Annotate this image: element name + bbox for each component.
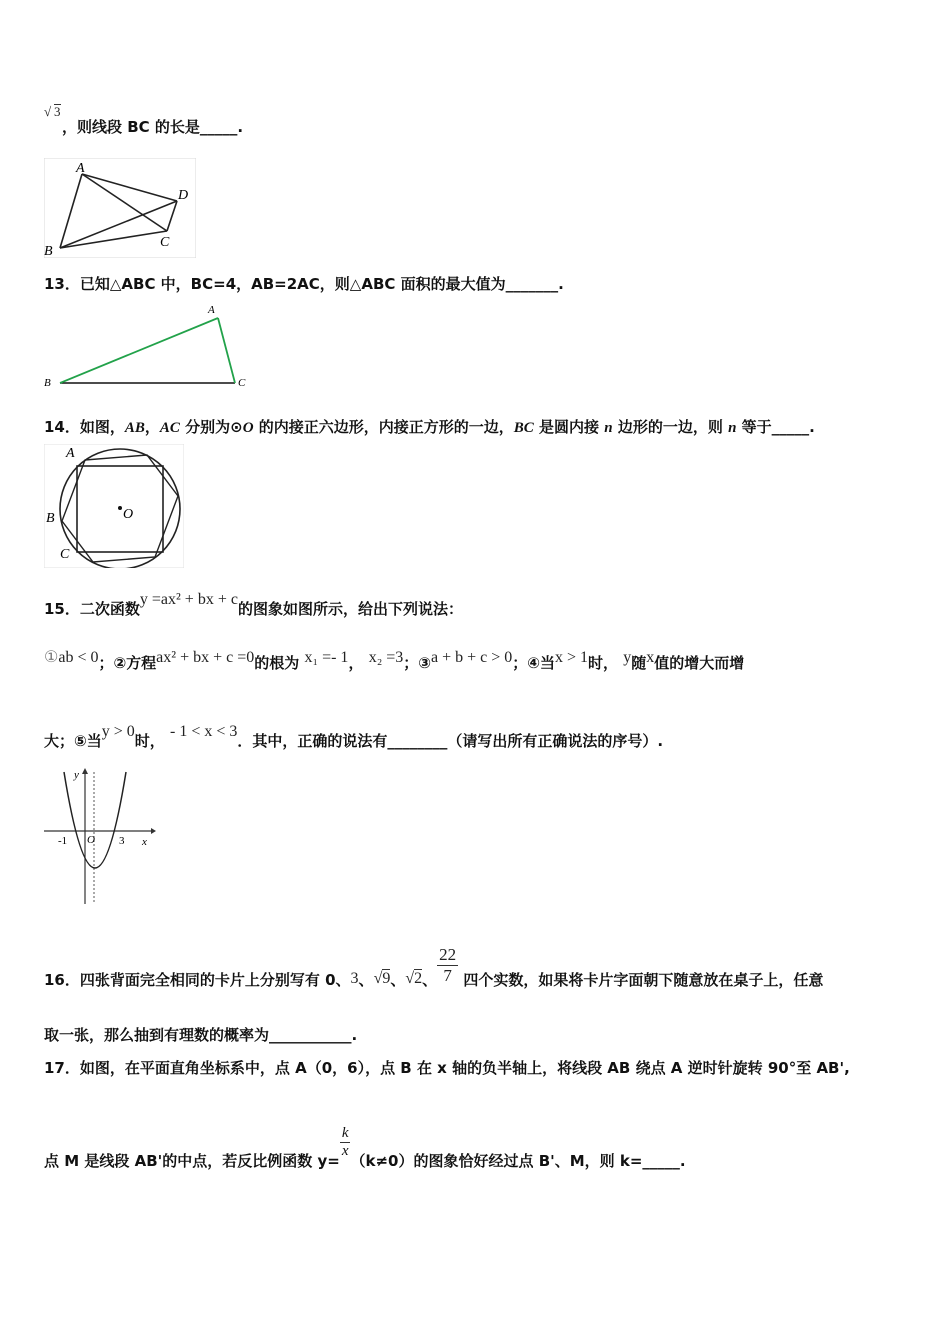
q14-t4: 边形的一边，则 — [612, 418, 729, 436]
statement-5-range: - 1 < x < 3 — [169, 723, 238, 740]
q16-sep-b: 、 — [390, 971, 406, 989]
q16-sep-a: 、 — [358, 971, 374, 989]
segment-dc — [167, 201, 177, 231]
value-sqrt2: √2 — [405, 970, 423, 987]
q15-line1 — [44, 588, 463, 618]
q15-parabola-figure — [44, 768, 156, 906]
root-x2: x₂ =3 — [368, 649, 404, 666]
q15-line2 — [44, 646, 745, 672]
label-3: 3 — [119, 835, 125, 847]
q14-text — [44, 416, 815, 437]
parabola-curve — [64, 772, 126, 868]
statement-2-equation: ax² + bx + c =0 — [156, 649, 255, 666]
statement-1-mark: ① — [44, 649, 59, 666]
q15-line3 — [44, 720, 664, 750]
sqrt-symbol: √ — [44, 104, 52, 119]
q14-bc: BC — [513, 420, 534, 436]
q15-t4a: 时， — [588, 654, 619, 672]
q14-o: O — [242, 420, 254, 436]
statement-4-x: x — [646, 649, 655, 666]
q14-figure — [44, 444, 184, 568]
label-x: x — [142, 836, 147, 848]
label-o: O — [123, 507, 134, 522]
q14-t2: 的内接正六边形，内接正方形的一边， — [253, 418, 514, 436]
q17-line2 — [44, 1118, 686, 1170]
label-y: y — [74, 769, 79, 781]
q16-line1 — [44, 932, 824, 989]
statement-3: a + b + c > 0 — [431, 649, 513, 666]
q13-text: 13．已知△ABC 中，BC=4，AB=2AC，则△ABC 面积的最大值为_______. — [44, 275, 564, 293]
q14-comma: ， — [144, 418, 160, 436]
q12-figure — [44, 158, 196, 258]
label-b: B — [44, 244, 53, 258]
statement-5-condition: y > 0 — [101, 723, 135, 740]
q17-line2-pre: 点 M 是线段 AB'的中点，若反比例函数 y= — [44, 1152, 340, 1170]
label-c: C — [60, 547, 70, 562]
label-b: B — [46, 511, 55, 526]
q14-ab: AB — [124, 420, 145, 436]
q15-line3-pre: 大；⑤当 — [44, 732, 102, 750]
q15-t4c: 值的增大而增 — [654, 654, 745, 672]
statement-1: ab < 0 — [58, 649, 99, 666]
label-b: B — [44, 377, 51, 389]
y-axis-arrow — [82, 768, 88, 774]
q17-line2-post: （k≠0）的图象恰好经过点 B'、M，则 k=_____. — [350, 1152, 686, 1170]
sqrt-argument: 3 — [54, 104, 61, 119]
label-c: C — [160, 235, 170, 250]
segment-ab — [60, 174, 82, 248]
q14-n1: n — [604, 420, 613, 436]
q15-function: y =ax² + bx + c — [139, 591, 238, 608]
q15-roots-pre: 的根为 — [254, 654, 300, 672]
q15-t5a: 时， — [134, 732, 165, 750]
root-x1: x₁ =- 1 — [304, 649, 349, 666]
q15-pre: 15．二次函数 — [44, 600, 140, 618]
q15-sep1: ；②方程 — [98, 654, 157, 672]
label-d: D — [178, 188, 189, 203]
segment-ad — [82, 174, 177, 201]
q16-sep-c: 、 — [422, 971, 438, 989]
q14-n2: n — [728, 420, 737, 436]
label-neg1: -1 — [58, 835, 68, 847]
fraction-k-over-x: $\frac{k}{x}$ — [341, 1125, 349, 1159]
label-a: A — [76, 161, 85, 176]
q15-root-sep: ， — [348, 654, 364, 672]
label-c: C — [238, 377, 246, 389]
q14-number: 14．如图， — [44, 418, 125, 436]
q13-figure — [40, 300, 255, 392]
q14-ac: AC — [159, 420, 180, 436]
q15-post: 的图象如图所示，给出下列说法： — [237, 600, 463, 618]
q15-t4b: 随 — [631, 654, 647, 672]
q16-post: 四个实数，如果将卡片字面朝下随意放在桌子上，任意 — [463, 971, 824, 989]
q17-line1: 17．如图，在平面直角坐标系中，点 A（0，6），点 B 在 x 轴的负半轴上，将线段 AB 绕点 A 逆时针旋转 90°至 AB', — [44, 1059, 850, 1077]
center-o — [118, 506, 122, 510]
q14-t3: 是圆内接 — [533, 418, 605, 436]
label-a: A — [208, 304, 215, 316]
label-a: A — [66, 446, 75, 461]
q16-line2: 取一张，那么抽到有理数的概率为___________. — [44, 1026, 358, 1044]
segment-cb — [60, 231, 167, 248]
value-sqrt9: √9 — [373, 970, 391, 987]
statement-4-condition: x > 1 — [554, 649, 589, 666]
label-o: O — [87, 834, 95, 846]
value-repeating-3: 3 — [350, 970, 359, 987]
segment-ba — [60, 318, 218, 383]
q14-t5: 等于_____. — [736, 418, 815, 436]
segment-ac — [218, 318, 235, 383]
q14-t1: 分别为⊙ — [179, 418, 243, 436]
fraction-22-7: $\frac{22}{7}$ — [439, 945, 457, 985]
statement-4-y: y — [623, 649, 632, 666]
q15-sep4: ；④当 — [512, 654, 555, 672]
q16-pre: 16．四张背面完全相同的卡片上分别写有 0、 — [44, 971, 351, 989]
q15-sep3: ；③ — [403, 654, 431, 672]
q12-text: ，则线段 BC 的长是_____. — [62, 118, 244, 136]
q15-line3-post: ．其中，正确的说法有________（请写出所有正确说法的序号）. — [237, 732, 664, 750]
x-axis-arrow — [151, 828, 156, 834]
